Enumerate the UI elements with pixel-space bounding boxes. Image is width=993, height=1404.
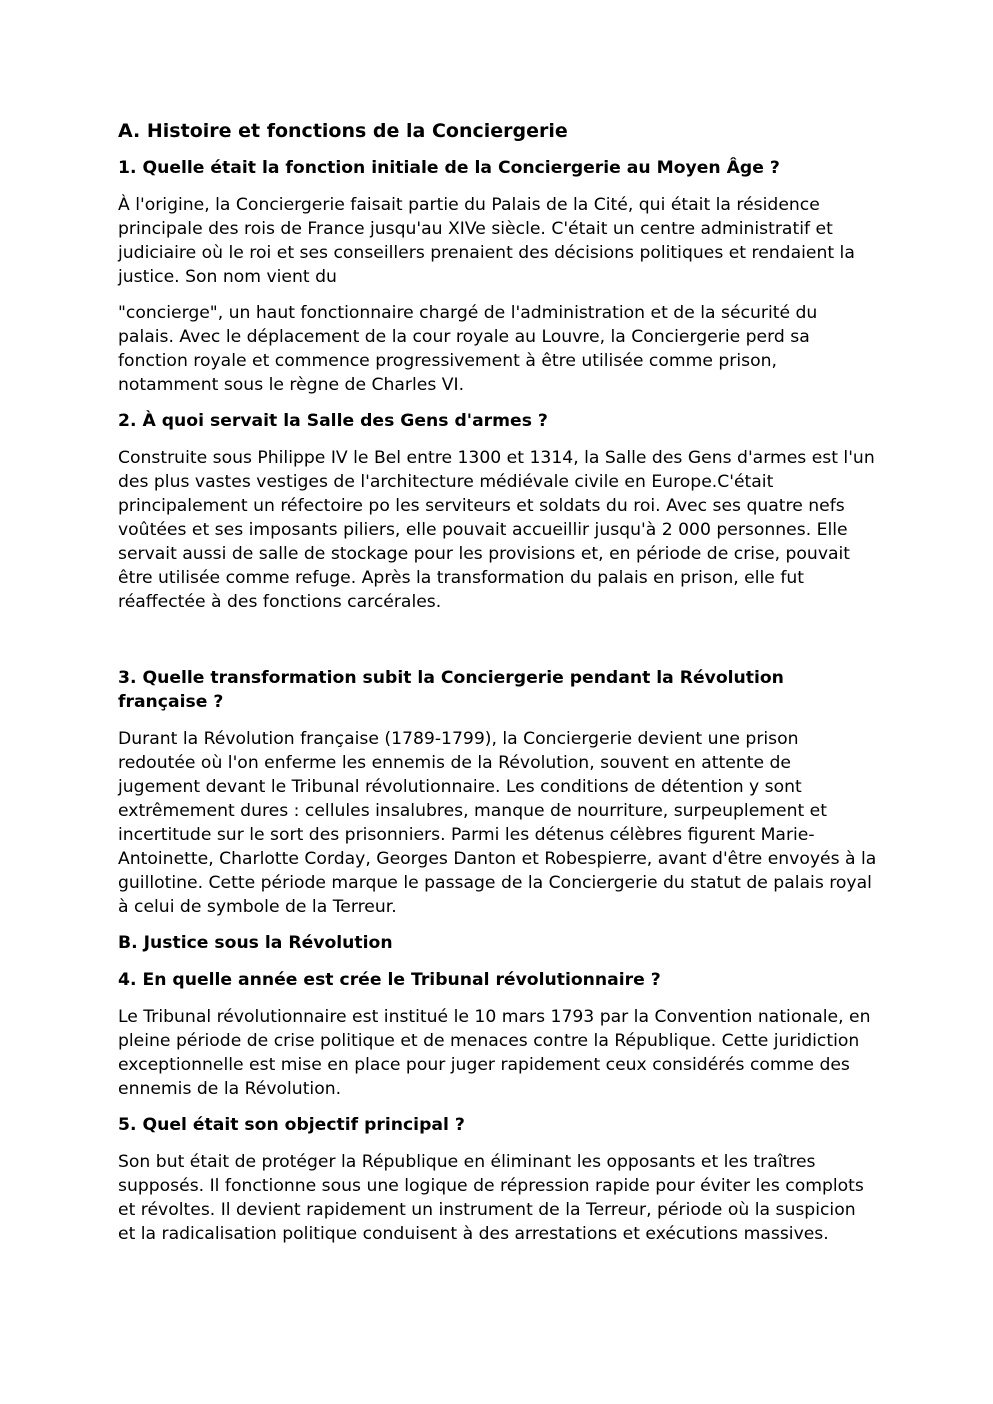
section-b-title: B. Justice sous la Révolution (118, 933, 393, 953)
question-5: 5. Quel était son objectif principal ? (118, 1115, 465, 1135)
answer-2-paragraph: Construite sous Philippe IV le Bel entre 1300 et 1314, la Salle des Gens d'armes est l'un des plus vastes vestiges de l'architecture médiévale civile en Europe.C'était principalement un réfectoire po les serviteurs et soldats du roi. Avec ses quatre nefs voûtées et ses imposants piliers, elle pouvait accueillir jusqu'à 2 000 personnes. Elle servait aussi de salle de stockage pour les provisions et, en période de crise, pouvait être utilisée comme refuge. Après la transformation du palais en prison, elle fut réaffectée à des fonctions carcérales. (118, 448, 875, 612)
answer-4-paragraph: Le Tribunal révolutionnaire est institué le 10 mars 1793 par la Convention nationale, en pleine période de crise politique et de menaces contre la République. Cette juridiction exceptionnelle est mise en place pour juger rapidement ceux considérés comme des ennemis de la Révolution. (118, 1007, 871, 1099)
answer-5-paragraph: Son but était de protéger la République en éliminant les opposants et les traîtres supposés. Il fonctionne sous une logique de répression rapide pour éviter les complots et révoltes. Il devient rapidement un instrument de la Terreur, période où la suspicion et la radicalisation politique conduisent à des arrestations et exécutions massives. (118, 1152, 864, 1244)
question-1: 1. Quelle était la fonction initiale de la Conciergerie au Moyen Âge ? (118, 158, 780, 178)
answer-1-paragraph-2: "concierge", un haut fonctionnaire chargé de l'administration et de la sécurité du palais. Avec le déplacement de la cour royale au Louvre, la Conciergerie perd sa fonction royale et commence progressivement à être utilisée comme prison, notamment sous le règne de Charles VI. (118, 303, 818, 395)
answer-3-paragraph: Durant la Révolution française (1789-1799), la Conciergerie devient une prison redoutée où l'on enferme les ennemis de la Révolution, souvent en attente de jugement devant le Tribunal révolutionnaire. Les conditions de détention y sont extrêmement dures : cellules insalubres, manque de nourriture, surpeuplement et incertitude sur le sort des prisonniers. Parmi les détenus célèbres figurent Marie-Antoinette, Charlotte Corday, Georges Danton et Robespierre, avant d'être envoyés à la guillotine. Cette période marque le passage de la Conciergerie du statut de palais royal à celui de symbole de la Terreur. (118, 729, 877, 917)
question-3: 3. Quelle transformation subit la Conciergerie pendant la Révolution française ? (118, 668, 784, 712)
answer-1-paragraph-1: À l'origine, la Conciergerie faisait partie du Palais de la Cité, qui était la résidence principale des rois de France jusqu'au XIVe siècle. C'était un centre administratif et judiciaire où le roi et ses conseillers prenaient des décisions politiques et rendaient la justice. Son nom vient du (118, 195, 855, 287)
section-a-title: A. Histoire et fonctions de la Conciergerie (118, 120, 568, 142)
question-2: 2. À quoi servait la Salle des Gens d'armes ? (118, 411, 548, 431)
document-page (118, 118, 878, 1258)
question-4: 4. En quelle année est crée le Tribunal révolutionnaire ? (118, 970, 661, 990)
